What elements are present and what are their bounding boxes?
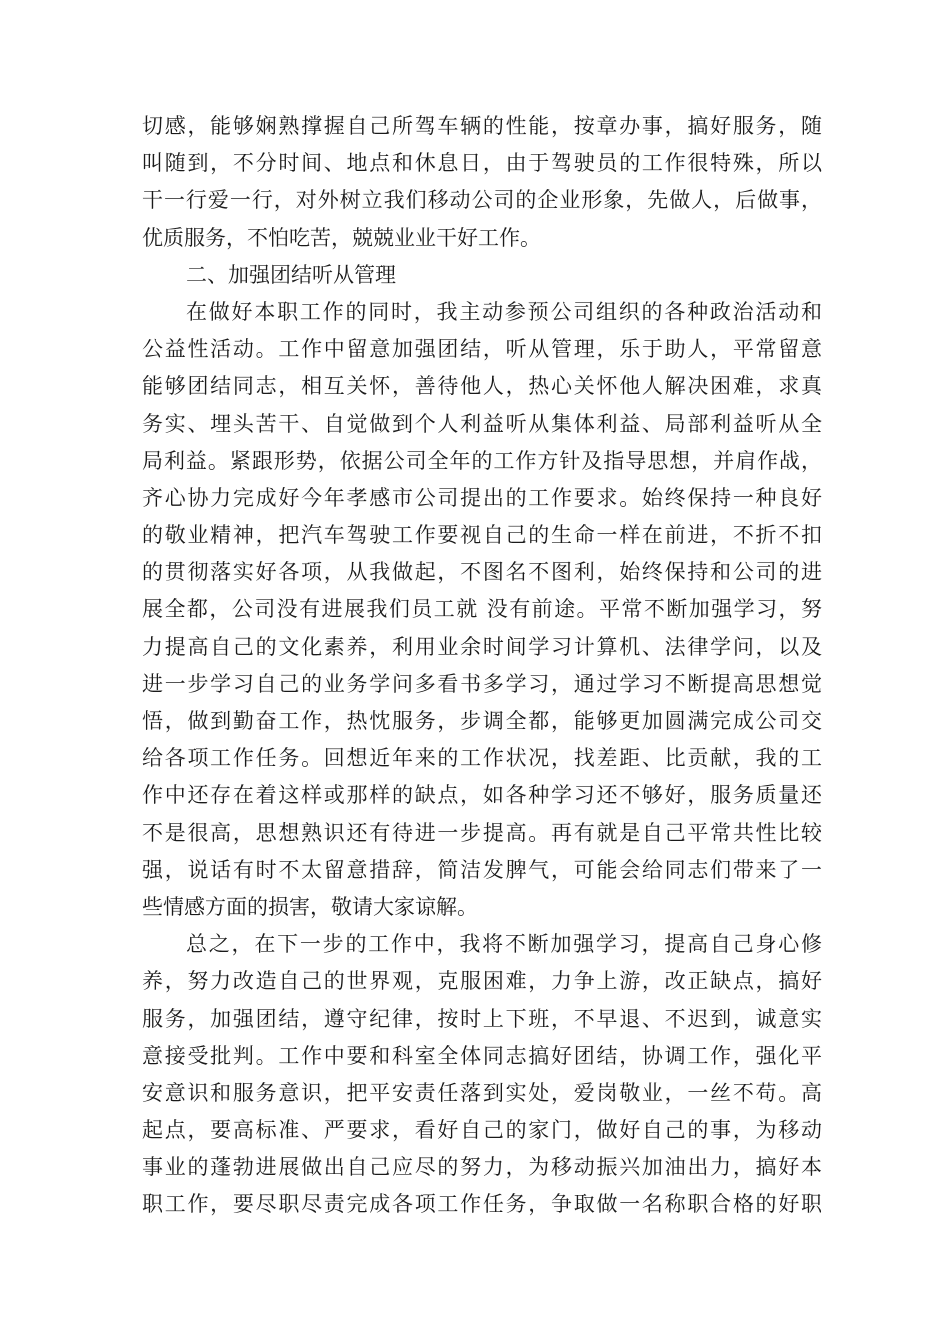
- text-line: 强，说话有时不太留意措辞，简洁发脾气，可能会给同志们带来了一: [142, 857, 822, 882]
- text-line: 安意识和服务意识，把平安责任落到实处，爱岗敬业，一丝不苟。高: [142, 1080, 822, 1105]
- text-line: 公益性活动。工作中留意加强团结，听从管理，乐于助人，平常留意: [142, 337, 822, 362]
- text-line: 的贯彻落实好各项，从我做起，不图名不图利，始终保持和公司的进: [142, 560, 822, 585]
- text-line: 优质服务，不怕吃苦，兢兢业业干好工作。: [142, 225, 541, 250]
- section-heading: 二、加强团结听从管理: [186, 262, 396, 287]
- text-line: 养，努力改造自己的世界观，克服困难，力争上游，改正缺点，搞好: [142, 969, 822, 994]
- text-line: 给各项工作任务。回想近年来的工作状况，找差距、比贡献，我的工: [142, 746, 822, 771]
- text-line: 职工作，要尽职尽责完成各项工作任务，争取做一名称职合格的好职: [142, 1192, 822, 1217]
- text-line: 悟，做到勤奋工作，热忱服务，步调全都，能够更加圆满完成公司交: [142, 709, 822, 733]
- text-line: 力提高自己的文化素养，利用业余时间学习计算机、法律学问，以及: [142, 634, 822, 659]
- text-line: 不是很高，思想熟识还有待进一步提高。再有就是自己平常共性比较: [142, 820, 822, 845]
- text-line: 务实、埋头苦干、自觉做到个人利益听从集体利益、局部利益听从全: [142, 411, 822, 436]
- text-line: 些情感方面的损害，敬请大家谅解。: [142, 894, 478, 919]
- text-line: 意接受批判。工作中要和科室全体同志搞好团结，协调工作，强化平: [142, 1043, 822, 1068]
- text-line: 服务，加强团结，遵守纪律，按时上下班，不早退、不迟到，诚意实: [142, 1006, 822, 1031]
- text-line: 干一行爱一行，对外树立我们移动公司的企业形象，先做人，后做事，: [142, 188, 822, 213]
- text-line: 展全都，公司没有进展我们员工就 没有前途。平常不断加强学习，努: [142, 597, 822, 622]
- text-line: 叫随到，不分时间、地点和休息日，由于驾驶员的工作很特殊，所以: [142, 151, 822, 176]
- text-line: 齐心协力完成好今年孝感市公司提出的工作要求。始终保持一种良好: [142, 485, 822, 510]
- text-line: 事业的蓬勃进展做出自己应尽的努力，为移动振兴加油出力，搞好本: [142, 1155, 822, 1180]
- text-line: 作中还存在着这样或那样的缺点，如各种学习还不够好，服务质量还: [142, 783, 822, 808]
- text-line: 切感，能够娴熟撑握自己所驾车辆的性能，按章办事，搞好服务，随: [142, 114, 822, 138]
- document-body: [142, 108, 822, 1224]
- text-line: 起点，要高标准、严要求，看好自己的家门，做好自己的事，为移动: [142, 1118, 822, 1143]
- text-line: 进一步学习自己的业务学问多看书多学习，通过学习不断提高思想觉: [142, 671, 822, 696]
- text-line: 总之，在下一步的工作中，我将不断加强学习，提高自己身心修: [186, 932, 822, 957]
- text-line: 在做好本职工作的同时，我主动参预公司组织的各种政治活动和: [186, 299, 822, 324]
- text-line: 的敬业精神，把汽车驾驶工作要视自己的生命一样在前进，不折不扣: [142, 523, 822, 548]
- text-line: 能够团结同志，相互关怀，善待他人，热心关怀他人解决困难，求真: [142, 374, 822, 399]
- text-line: 局利益。紧跟形势，依据公司全年的工作方针及指导思想，并肩作战，: [142, 448, 822, 473]
